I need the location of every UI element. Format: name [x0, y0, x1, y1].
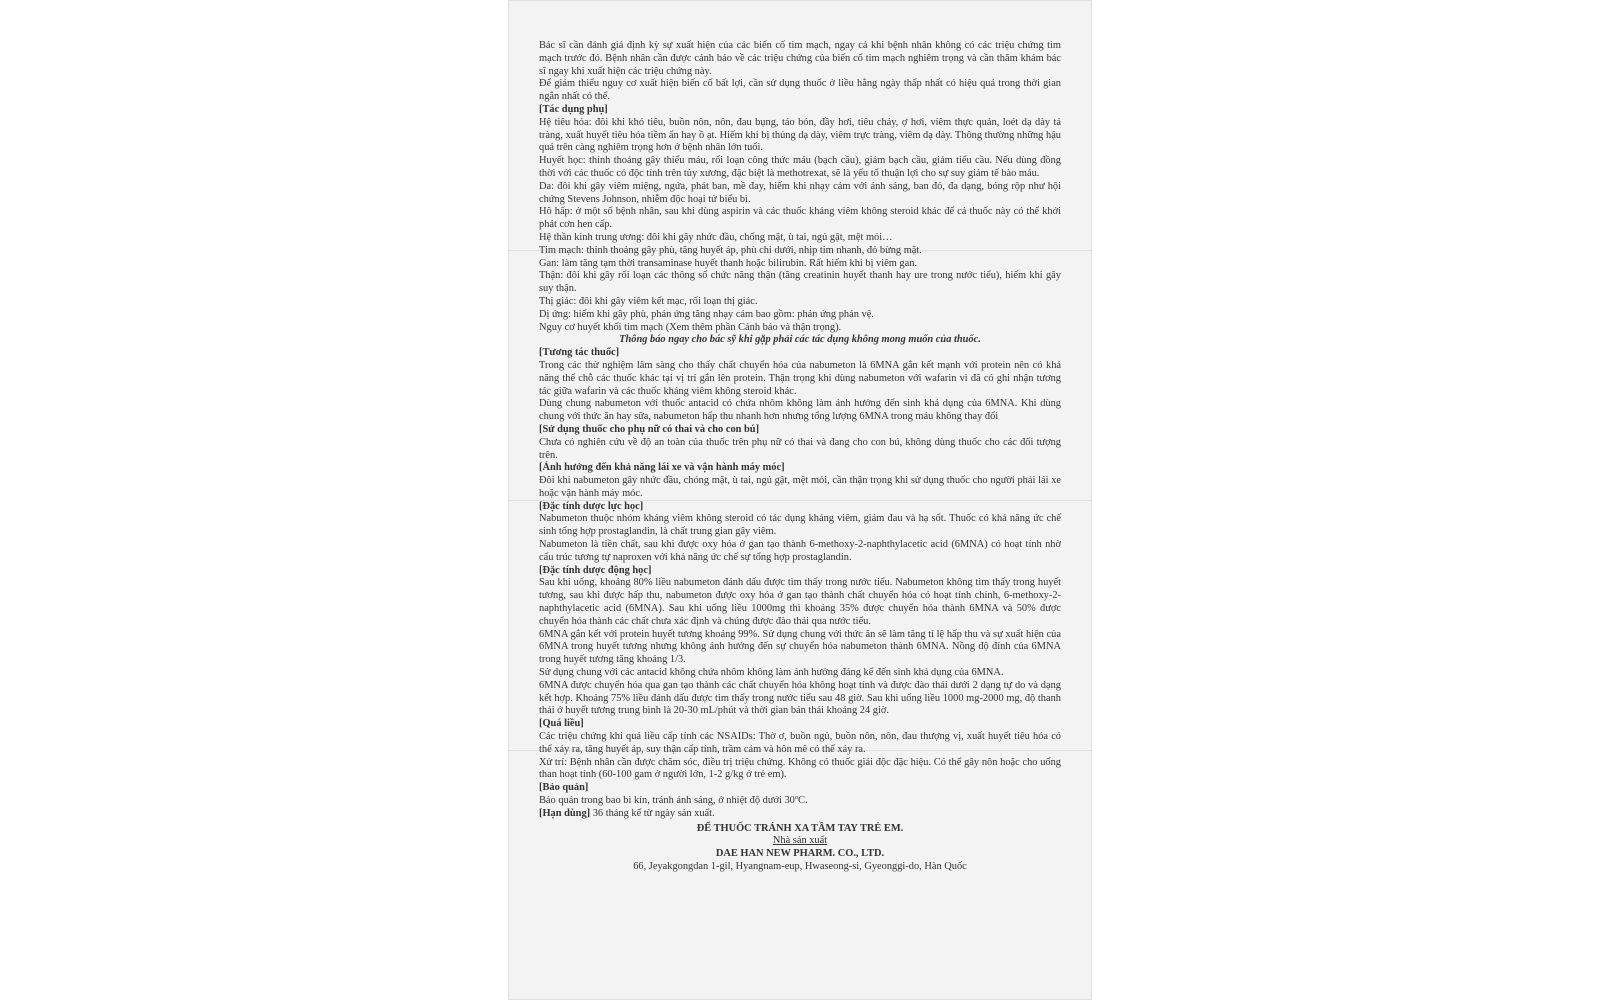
- paragraph: Sử dụng chung với các antacid không chứa nhôm không làm ảnh hưởng đáng kể đến sinh khả dụng của 6MNA.: [539, 667, 1004, 679]
- paragraph: Bác sĩ cần đánh giá định kỳ sự xuất hiện của các biến cố tim mạch, ngay cả khi bệnh nhân không có các triệu chứng tim mạch trước đó. Bệnh nhân cần được cảnh báo về các triệu chứng của biến cố tim mạch nghiêm trọng và cần thăm khám bác sĩ ngay khi xuất hiện các triệu chứng này.: [539, 40, 1061, 77]
- paragraph: Trong các thử nghiệm lâm sàng cho thấy chất chuyển hóa của nabumeton là 6MNA gắn kết mạnh với protein nên có khả năng thế chỗ các thuốc khác tại vị trí gắn lên protein. Thận trọng khi dùng nabumeton với wafarin vì đã có ghi nhận tương tác giữa wafarin và các thuốc kháng viêm không steroid khác.: [539, 359, 1061, 397]
- side-effects-notice: Thông báo ngay cho bác sỹ khi gặp phải các tác dụng không mong muốn của thuốc.: [619, 334, 981, 346]
- side-effect-item: Da: đôi khi gây viêm miệng, ngứa, phát ban, mề đay, hiếm khi nhạy cảm với ánh sáng, ban đỏ, đa dạng, bóng rộp như hội chứng Stevens Johnson, nhiễm độc hoại tử biểu bì.: [539, 180, 1061, 205]
- leaflet-footer: [539, 823, 1061, 874]
- side-effect-item: Huyết học: thỉnh thoảng gây thiếu máu, rối loạn công thức máu (bạch cầu), giảm bạch cầu, giảm tiểu cầu. Nếu dùng đồng thời với các thuốc có độc tính trên tủy xương, đặc biệt là methotrexat, sẽ là yếu tố thuận lợi cho sự suy giảm tế bào máu.: [539, 155, 1061, 179]
- paragraph: Nabumeton là tiền chất, sau khi được oxy hóa ở gan tạo thành 6-methoxy-2-naphthylacetic acid (6MNA) có hoạt tính nhờ cấu trúc tương tự naproxen với khả năng ức chế sự tổng hợp prostaglandin.: [539, 539, 1061, 563]
- paragraph: Sau khi uống, khoảng 80% liều nabumeton đánh dấu được tìm thấy trong nước tiểu. Nabumeton không tìm thấy trong huyết tương, sau khi được hấp thu, nabumeton được oxy hóa ở gan tạo thành chất chuyển hóa có hoạt tính chính, 6-methoxy-2-naphthylacetic acid (6MNA). Sau khi uống liều 1000mg thì khoảng 35% được chuyển hóa thành 6MNA và 50% được chuyển hóa thành các chất chưa xác định và chúng được đào thải qua nước tiểu.: [539, 577, 1061, 627]
- paragraph: 6MNA gắn kết với protein huyết tương khoảng 99%. Sử dụng chung với thức ăn sẽ làm tăng tỉ lệ hấp thu và sự xuất hiện của 6MNA trong huyết tương nhưng không ảnh hưởng đến sự chuyển hóa nabumeton thành 6MNA. Nồng độ đỉnh của 6MNA trong huyết tương tăng khoảng 1/3.: [539, 628, 1061, 666]
- paragraph: Để giảm thiểu nguy cơ xuất hiện biến cố bất lợi, cần sử dụng thuốc ở liều hằng ngày thấp nhất có hiệu quả trong thời gian ngắn nhất có thể.: [539, 78, 1061, 103]
- paragraph: 6MNA được chuyển hóa qua gan tạo thành các chất chuyển hóa không hoạt tính và được đào thải dưới 2 dạng tự do và dạng kết hợp. Khoảng 75% liều đánh dấu được tìm thấy trong nước tiểu sau 48 giờ. Sau khi uống liều 1000 mg-2000 mg, độ thanh thải ở huyết tương trung bình là 20-30 mL/phút và thời gian bán thải khoảng 24 giờ.: [539, 679, 1061, 717]
- paragraph: Xử trí: Bệnh nhân cần được chăm sóc, điều trị triệu chứng. Không có thuốc giải độc đặc hiệu. Có thể gây nôn hoặc cho uống than hoạt tính (60-100 gam ở người lớn, 1-2 g/kg ở trẻ em).: [539, 756, 1061, 781]
- manufacturer-address: 66, Jeyakgongdan 1-gil, Hyangnam-eup, Hwaseong-si, Gyeonggi-do, Hàn Quốc: [633, 861, 967, 872]
- section-heading-pregnancy: [Sử dụng thuốc cho phụ nữ có thai và cho con bú]: [539, 423, 760, 435]
- manufacturer-label: Nhà sản xuất: [772, 835, 828, 847]
- side-effect-item: Tim mạch: thỉnh thoảng gây phù, tăng huyết áp, phù chi dưới, nhịp tim nhanh, đỏ bừng mặt.: [539, 244, 922, 256]
- side-effect-item: Gan: làm tăng tạm thời transaminase huyết thanh hoặc bilirubin. Rất hiếm khi bị viêm gan.: [539, 257, 918, 269]
- section-heading-interactions: [Tương tác thuốc]: [539, 347, 620, 359]
- section-heading-driving: [Ảnh hưởng đến khả năng lái xe và vận hành máy móc]: [539, 462, 785, 474]
- manufacturer-name: DAE HAN NEW PHARM. CO., LTD.: [715, 848, 885, 860]
- paragraph: Bảo quản trong bao bì kín, tránh ánh sáng, ở nhiệt độ dưới 30ºC.: [539, 795, 808, 807]
- child-safety-warning: ĐỂ THUỐC TRÁNH XA TẦM TAY TRẺ EM.: [696, 822, 904, 834]
- section-heading-storage: [Bảo quản]: [539, 782, 589, 794]
- side-effect-item: Hô hấp: ở một số bệnh nhân, sau khi dùng aspirin và các thuốc kháng viêm không steroid khác để cả thuốc này có thể khởi phát cơn hen cấp.: [539, 206, 1061, 231]
- side-effect-item: Thận: đôi khi gây rối loạn các thông số chức năng thận (tăng creatinin huyết thanh hay ure trong nước tiểu), hiếm khi gây suy thận.: [539, 270, 1061, 295]
- paragraph: Dùng chung nabumeton với thuốc antacid có chứa nhôm không làm ảnh hưởng đến sinh khả dụng của 6MNA. Khi dùng chung với thức ăn hay sữa, nabumeton hấp thu nhanh hơn nhưng tổng lượng 6MNA trong máu không thay đổi: [539, 398, 1061, 423]
- paragraph: Chưa có nghiên cứu về độ an toàn của thuốc trên phụ nữ có thai và đang cho con bú, không dùng thuốc cho các đối tượng trên.: [539, 436, 1061, 461]
- section-heading-pharmacodynamics: [Đặc tính dược lực học]: [539, 500, 644, 512]
- paragraph: Đôi khi nabumeton gây nhức đầu, chóng mặt, ù tai, ngủ gật, mệt mỏi, cần thận trọng khi sử dụng thuốc cho người phải lái xe hoặc vận hành máy móc.: [539, 475, 1061, 499]
- side-effect-item: Hệ thần kinh trung ương: đôi khi gây nhức đầu, chống mặt, ù tai, ngủ gật, mệt mỏi…: [539, 231, 893, 243]
- shelf-life-text: 36 tháng kể từ ngày sản xuất.: [590, 807, 715, 819]
- section-heading-overdose: [Quá liều]: [539, 718, 584, 730]
- side-effect-item: Thị giác: đôi khi gây viêm kết mạc, rối loạn thị giác.: [539, 295, 758, 307]
- section-heading-pharmacokinetics: [Đặc tính dược động học]: [539, 564, 652, 576]
- paragraph: Nabumeton thuộc nhóm kháng viêm không steroid có tác dụng kháng viêm, giảm đau và hạ sốt. Thuốc có khả năng ức chế sinh tổng hợp prostaglandin, là chất trung gian gây viêm.: [539, 513, 1061, 538]
- paragraph: Các triệu chứng khi quá liều cấp tính các NSAIDs: Thờ ơ, buồn ngủ, buồn nôn, nôn, đau thượng vị, xuất huyết tiêu hóa có thể xảy ra, tăng huyết áp, suy thận cấp tính, trầm cảm và hôn mê có thể xảy ra.: [539, 731, 1061, 755]
- side-effect-item: Nguy cơ huyết khối tim mạch (Xem thêm phần Cảnh báo và thận trọng).: [539, 321, 842, 333]
- section-heading-side-effects: [Tác dụng phụ]: [539, 103, 608, 115]
- side-effect-item: Dị ứng: hiếm khi gây phù, phản ứng tăng nhạy cảm bao gồm: phản ứng phản vệ.: [539, 308, 874, 320]
- leaflet-text: [539, 40, 1061, 874]
- shelf-life-line: [539, 808, 1061, 821]
- section-heading-shelf-life: [Hạn dùng]: [539, 807, 591, 819]
- side-effect-item: Hệ tiêu hóa: đôi khi khó tiêu, buồn nôn, nôn, đau bụng, táo bón, đầy hơi, tiêu chảy, ợ hơi, viêm thực quản, loét dạ dày tá tràng, xuất huyết tiêu hóa tiềm ẩn hay ồ ạt. Hiếm khi bị thủng dạ dày, viêm trực tràng, viêm dạ dày. Thông thường những hậu quả trên càng nghiêm trọng hơn ở bệnh nhân lớn tuổi.: [539, 116, 1061, 154]
